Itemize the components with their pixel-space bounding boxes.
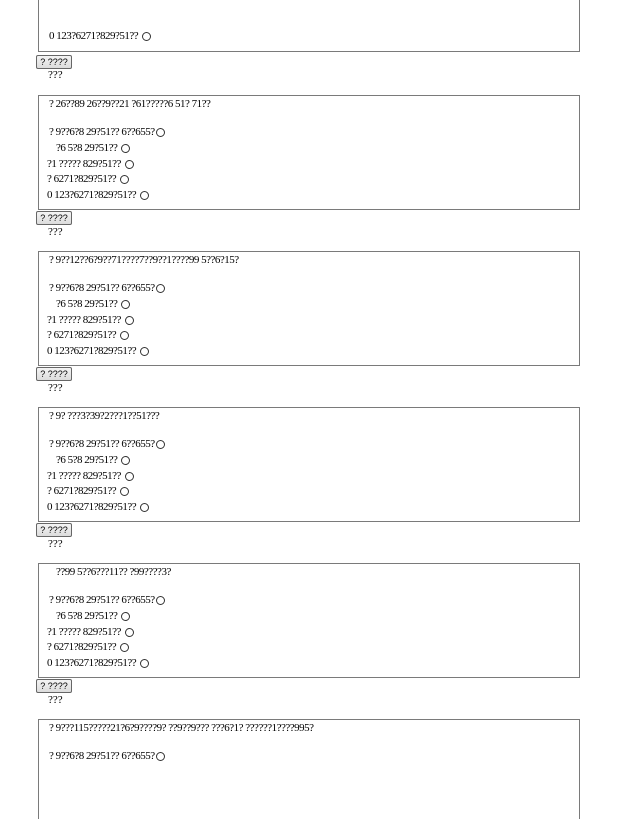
radio-button[interactable] [120, 487, 129, 496]
question-box-partial [38, 0, 580, 52]
option-row [47, 173, 129, 185]
radio-button[interactable] [125, 160, 134, 169]
radio-button[interactable] [120, 175, 129, 184]
option-label: ? 9??6?8 29?51?? 6??655? [49, 438, 155, 450]
question-text: ? 9??12??6?9??71????7??9??1????99 5??6?15? [49, 254, 239, 266]
radio-button[interactable] [140, 659, 149, 668]
radio-button[interactable] [121, 612, 130, 621]
radio-button[interactable] [125, 472, 134, 481]
submit-button[interactable]: ? ???? [36, 367, 72, 381]
question-text: ??99 5??6???11?? ?99????3? [56, 566, 171, 578]
option-label: ? 9??6?8 29?51?? 6??655? [49, 750, 155, 762]
radio-button[interactable] [121, 144, 130, 153]
radio-button[interactable] [125, 628, 134, 637]
radio-button[interactable] [120, 331, 129, 340]
submit-button[interactable]: ? ???? [36, 55, 72, 69]
answer-text: ??? [48, 382, 63, 394]
submit-button[interactable]: ? ???? [36, 523, 72, 537]
answer-text: ??? [48, 69, 63, 81]
answer-text: ??? [48, 694, 63, 706]
option-label: ? 9??6?8 29?51?? 6??655? [49, 282, 155, 294]
question-text: ? 9???115?????21?6?9????9? ??9??9??? ???6?1? ??????1????995? [49, 722, 314, 734]
radio-button[interactable] [156, 752, 165, 761]
option-row [49, 30, 151, 42]
option-label: ?6 5?8 29?51?? [56, 454, 118, 466]
option-row [47, 329, 129, 341]
option-label: 0 123?6271?829?51?? [47, 657, 137, 669]
submit-button[interactable]: ? ???? [36, 211, 72, 225]
option-row [49, 126, 165, 138]
option-label: ?1 ????? 829?51?? [47, 314, 121, 326]
radio-button[interactable] [140, 503, 149, 512]
option-label: 0 123?6271?829?51?? [47, 189, 137, 201]
option-row [49, 282, 165, 294]
question-box [38, 407, 580, 522]
option-label: 0 123?6271?829?51?? [49, 30, 139, 42]
radio-button[interactable] [156, 284, 165, 293]
option-label: ? 9??6?8 29?51?? 6??655? [49, 594, 155, 606]
radio-button[interactable] [121, 456, 130, 465]
option-label: ? 6271?829?51?? [47, 329, 117, 341]
option-row [56, 142, 130, 154]
option-row [47, 189, 149, 201]
submit-button[interactable]: ? ???? [36, 679, 72, 693]
option-label: ?6 5?8 29?51?? [56, 298, 118, 310]
option-label: ?6 5?8 29?51?? [56, 610, 118, 622]
radio-button[interactable] [156, 128, 165, 137]
option-row [47, 314, 134, 326]
answer-text: ??? [48, 226, 63, 238]
option-label: 0 123?6271?829?51?? [47, 345, 137, 357]
option-label: ? 6271?829?51?? [47, 173, 117, 185]
option-row [56, 454, 130, 466]
option-row [56, 298, 130, 310]
radio-button[interactable] [156, 440, 165, 449]
radio-button[interactable] [121, 300, 130, 309]
option-row [49, 438, 165, 450]
question-box [38, 95, 580, 210]
option-label: 0 123?6271?829?51?? [47, 501, 137, 513]
radio-button[interactable] [140, 347, 149, 356]
option-row [47, 657, 149, 669]
radio-button[interactable] [156, 596, 165, 605]
option-row [47, 470, 134, 482]
radio-button[interactable] [120, 643, 129, 652]
question-text: ? 26??89 26??9??21 ?61?????6 51? 71?? [49, 98, 211, 110]
option-label: ? 9??6?8 29?51?? 6??655? [49, 126, 155, 138]
option-row [56, 610, 130, 622]
option-row [47, 626, 134, 638]
option-row [49, 594, 165, 606]
option-label: ? 6271?829?51?? [47, 641, 117, 653]
option-label: ? 6271?829?51?? [47, 485, 117, 497]
question-box [38, 251, 580, 366]
option-label: ?1 ????? 829?51?? [47, 158, 121, 170]
radio-button[interactable] [140, 191, 149, 200]
option-label: ?6 5?8 29?51?? [56, 142, 118, 154]
answer-text: ??? [48, 538, 63, 550]
question-text: ? 9? ???3?39?2???1??51??? [49, 410, 160, 422]
option-row [47, 158, 134, 170]
option-row [47, 501, 149, 513]
option-label: ?1 ????? 829?51?? [47, 470, 121, 482]
option-row [47, 641, 129, 653]
option-row [47, 345, 149, 357]
option-row [47, 485, 129, 497]
option-row [49, 750, 165, 762]
radio-button[interactable] [142, 32, 151, 41]
option-label: ?1 ????? 829?51?? [47, 626, 121, 638]
question-box [38, 563, 580, 678]
radio-button[interactable] [125, 316, 134, 325]
question-box [38, 719, 580, 819]
